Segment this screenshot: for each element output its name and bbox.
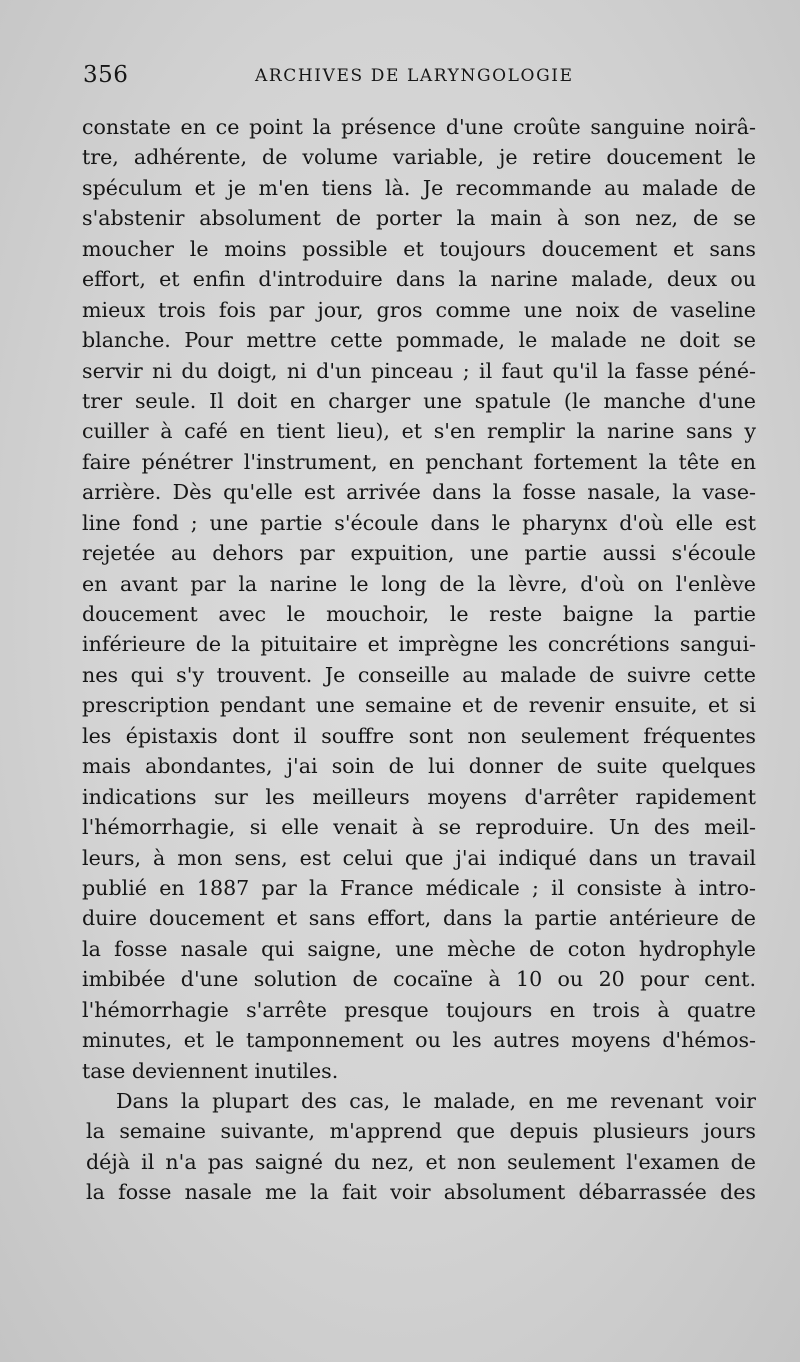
text-line: Dans la plupart des cas, le malade, en me revenant voir	[116, 1089, 756, 1113]
journal-title: ARCHIVES DE LARYNGOLOGIE	[255, 66, 574, 86]
running-head	[0, 62, 800, 92]
text-line: inférieure de la pituitaire et imprègne les concrétions sangui-	[82, 632, 756, 657]
text-line: blanche. Pour mettre cette pommade, le malade ne doit se	[82, 328, 756, 353]
text-line: spéculum et je m'en tiens là. Je recommande au malade de	[82, 175, 756, 200]
text-line: déjà il n'a pas saigné du nez, et non seulement l'examen de	[86, 1149, 756, 1174]
text-line: tre, adhérente, de volume variable, je retire doucement le	[82, 145, 756, 170]
text-line: imbibée d'une solution de cocaïne à 10 ou 20 pour cent.	[82, 967, 756, 992]
text-line: s'abstenir absolument de porter la main à son nez, de se	[82, 206, 756, 231]
text-line: minutes, et le tamponnement ou les autres moyens d'hémos-	[82, 1028, 756, 1053]
text-line: mieux trois fois par jour, gros comme une noix de vaseline	[82, 297, 756, 322]
text-line: line fond ; une partie s'écoule dans le pharynx d'où elle est	[82, 510, 756, 535]
text-line: indications sur les meilleurs moyens d'arrêter rapidement	[82, 784, 756, 809]
text-line: la fosse nasale qui saigne, une mèche de coton hydrophyle	[82, 936, 756, 961]
text-line: l'hémorrhagie s'arrête presque toujours en trois à quatre	[82, 997, 756, 1022]
text-line: la fosse nasale me la fait voir absolument débarrassée des	[86, 1180, 756, 1205]
text-line: prescription pendant une semaine et de revenir ensuite, et si	[82, 693, 756, 718]
body-text	[82, 112, 756, 1208]
text-line: l'hémorrhagie, si elle venait à se reproduire. Un des meil-	[82, 815, 756, 840]
text-line: les épistaxis dont il souffre sont non seulement fréquentes	[82, 723, 756, 748]
text-line: nes qui s'y trouvent. Je conseille au malade de suivre cette	[82, 662, 756, 687]
text-line: en avant par la narine le long de la lèvre, d'où on l'enlève	[82, 571, 756, 596]
text-line: arrière. Dès qu'elle est arrivée dans la fosse nasale, la vase-	[82, 480, 756, 505]
text-line: trer seule. Il doit en charger une spatule (le manche d'une	[82, 388, 756, 413]
text-line: constate en ce point la présence d'une croûte sanguine noirâ-	[82, 115, 756, 139]
text-line: tase deviennent inutiles.	[82, 1058, 339, 1083]
page-number: 356	[83, 62, 129, 88]
text-line: effort, et enfin d'introduire dans la narine malade, deux ou	[82, 267, 756, 292]
text-line: doucement avec le mouchoir, le reste baigne la partie	[82, 602, 756, 626]
text-line: publié en 1887 par la France médicale ; il consiste à intro-	[82, 875, 756, 900]
text-line: servir ni du doigt, ni d'un pinceau ; il faut qu'il la fasse péné-	[82, 358, 756, 383]
text-line: leurs, à mon sens, est celui que j'ai indiqué dans un travail	[82, 845, 756, 870]
text-line: rejetée au dehors par expuition, une partie aussi s'écoule	[82, 541, 756, 566]
text-line: moucher le moins possible et toujours doucement et sans	[82, 236, 756, 261]
text-line: cuiller à café en tient lieu), et s'en remplir la narine sans y	[82, 419, 756, 444]
text-line: mais abondantes, j'ai soin de lui donner de suite quelques	[82, 754, 756, 779]
text-line: faire pénétrer l'instrument, en penchant fortement la tête en	[82, 449, 756, 474]
text-line: la semaine suivante, m'apprend que depuis plusieurs jours	[86, 1119, 756, 1144]
text-line: duire doucement et sans effort, dans la partie antérieure de	[82, 906, 756, 931]
